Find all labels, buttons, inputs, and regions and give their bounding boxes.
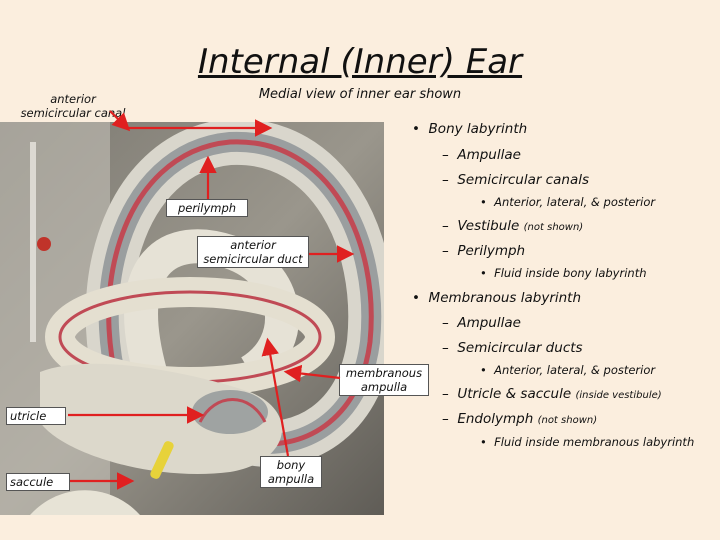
label-utricle: utricle xyxy=(6,407,66,425)
slide-title: Internal (Inner) Ear xyxy=(197,42,523,82)
label-bony-ampulla: bony ampulla xyxy=(260,456,322,488)
label-membranous-ampulla: membranous ampulla xyxy=(339,364,429,396)
label-anterior-semicircular-duct: anterior semicircular duct xyxy=(197,236,309,268)
label-saccule: saccule xyxy=(6,473,70,491)
outline-item-bony-ampullae: – Ampullae xyxy=(442,147,521,163)
outline-item-semicircular-ducts: – Semicircular ducts xyxy=(442,340,583,356)
label-anterior-semicircular-canal: anterior semicircular canal xyxy=(20,92,126,120)
outline-item-membranous-labyrinth: • Membranous labyrinth xyxy=(412,290,582,306)
outline-item-perilymph: – Perilymph xyxy=(442,243,526,259)
outline-item-canals-types: • Anterior, lateral, & posterior xyxy=(480,195,656,209)
outline-item-bony-labyrinth: • Bony labyrinth xyxy=(412,121,528,137)
label-perilymph: perilymph xyxy=(166,199,248,217)
outline-item-membranous-ampullae: – Ampullae xyxy=(442,315,521,331)
outline-item-semicircular-canals: – Semicircular canals xyxy=(442,172,589,188)
slide-subtitle: Medial view of inner ear shown xyxy=(258,87,462,102)
outline-item-vestibule: – Vestibule (not shown) xyxy=(442,218,584,234)
inner-ear-model-photo xyxy=(0,122,384,515)
outline-item-utricle-saccule: – Utricle & saccule (inside vestibule) xyxy=(442,386,662,402)
outline-item-perilymph-desc: • Fluid inside bony labyrinth xyxy=(480,266,647,280)
outline-item-endolymph: – Endolymph (not shown) xyxy=(442,411,598,427)
outline-item-ducts-types: • Anterior, lateral, & posterior xyxy=(480,363,656,377)
outline-item-endolymph-desc: • Fluid inside membranous labyrinth xyxy=(480,435,695,449)
